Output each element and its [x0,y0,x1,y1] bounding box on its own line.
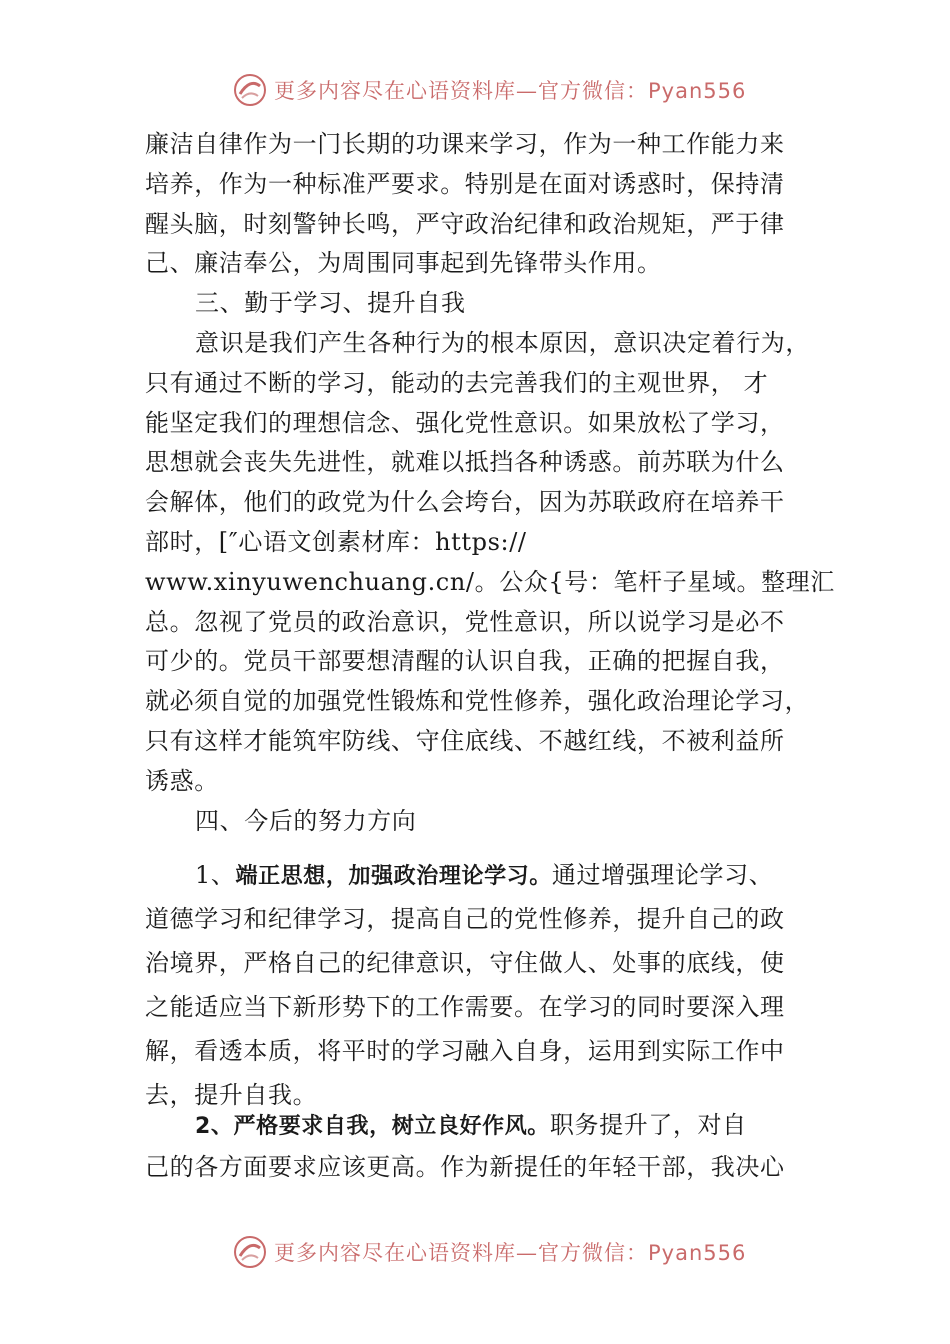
item-1-first-line [145,853,825,897]
item-2-bold: 2、严格要求自我，树立良好作风。 [195,1114,550,1139]
paragraph-line: 会解体，他们的政党为什么会垮台，因为苏联政府在培养干 [145,488,785,517]
watermark-text: 更多内容尽在心语资料库—官方微信：Pyan556 [274,79,747,103]
paragraph-line: 培养，作为一种标准严要求。特别是在面对诱惑时，保持清 [145,169,785,198]
paragraph-line: 己、廉洁奉公，为周围同事起到先锋带头作用。 [145,249,662,278]
paragraph-line: 之能适应当下新形势下的工作需要。在学习的同时要深入理 [145,993,785,1021]
document-body [145,125,835,841]
watermark-text: 更多内容尽在心语资料库—官方微信：Pyan556 [274,1241,747,1265]
item-2-first-line [145,1104,825,1146]
library-logo-icon [232,1234,268,1270]
header-watermark [232,70,746,110]
paragraph-line: 就必须自觉的加强党性锻炼和党性修养，强化政治理论学习， [145,687,810,716]
paragraph-line: 醒头脑，时刻警钟长鸣，严守政治纪律和政治规矩，严于律 [145,209,785,238]
paragraph-line: 思想就会丧失先进性，就难以抵挡各种诱惑。前苏联为什么 [145,448,785,477]
wechat-id: Pyan556 [648,1241,747,1265]
item-2-rest: 职务提升了，对自 [549,1111,747,1139]
paragraph-line: 只有这样才能筑牢防线、守住底线、不越红线，不被利益所 [145,726,785,755]
item-1-rest: 通过增强理论学习、 [551,861,774,889]
paragraph-line: 解，看透本质，将平时的学习融入自身，运用到实际工作中 [145,1037,785,1065]
paragraph-line: 廉洁自律作为一门长期的功课来学习，作为一种工作能力来 [145,130,785,158]
paragraph-line: 可少的。党员干部要想清醒的认识自我，正确的把握自我， [145,647,785,676]
paragraph-line: 能坚定我们的理想信念、强化党性意识。如果放松了学习， [145,408,785,437]
paragraph-line: 己的各方面要求应该更高。作为新提任的年轻干部，我决心 [145,1153,785,1181]
paragraph-line: www.xinyuwenchuang.cn/。公众{号：笔杆子星域。整理汇 [145,567,835,596]
item-2 [145,1104,825,1188]
wechat-id: Pyan556 [648,79,747,103]
paragraph-line: 道德学习和纪律学习，提高自己的党性修养，提升自己的政 [145,905,785,933]
item-1-number: 1、 [195,861,236,889]
paragraph-line: 去，提升自我。 [145,1081,318,1109]
paragraph-line: 意识是我们产生各种行为的根本原因，意识决定着行为， [195,328,810,357]
section-heading: 三、勤于学习、提升自我 [195,289,466,318]
item-1-bold: 端正思想，加强政治理论学习。 [235,864,552,889]
paragraph-line: 只有通过不断的学习，能动的去完善我们的主观世界， 才 [145,368,769,397]
paragraph-line: 诱惑。 [145,766,219,795]
library-logo-icon [232,72,268,108]
section-heading: 四、今后的努力方向 [195,806,417,835]
item-1 [145,853,825,1117]
paragraph-line: 部时，[″心语文创素材库：https:// [145,527,527,556]
footer-watermark [232,1232,746,1272]
paragraph-line: 总。忽视了党员的政治意识，党性意识，所以说学习是必不 [145,607,785,636]
paragraph-line: 治境界，严格自己的纪律意识，守住做人、处事的底线，使 [145,949,785,977]
